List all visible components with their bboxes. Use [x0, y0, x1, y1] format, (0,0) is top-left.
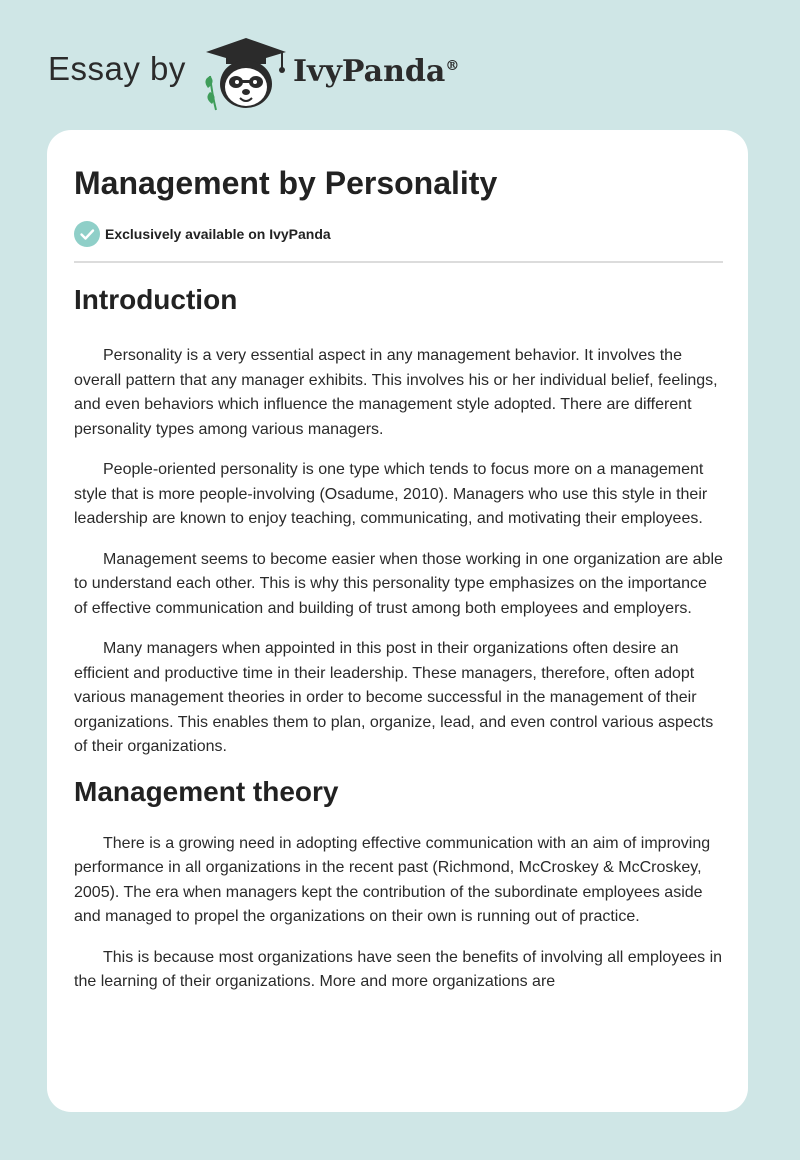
- paragraph: Many managers when appointed in this post in their organizations often desire an efficient and productive time in their leadership. These managers, therefore, often adopt various management theories in order to become successful in the management of their organizations. This enables them to plan, organize, lead, and even control various aspects of their organizations.: [74, 640, 714, 755]
- paragraph: There is a growing need in adopting effective communication with an aim of improving performance in all organizations in the recent past (Richmond, McCroskey & McCroskey, 2005). The era when managers kept the contribution of the subordinate employees aside and managed to propel the organizations on their own is running out of practice.: [74, 834, 711, 925]
- registered-mark: ®: [445, 58, 460, 74]
- exclusive-badge: [74, 221, 331, 247]
- paragraph: This is because most organizations have seen the benefits of involving all employees in the learning of their organizations. More and more organizations are: [74, 948, 723, 990]
- paragraph: Management seems to become easier when those working in one organization are able to understand each other. This is why this personality type emphasizes on the importance of effective communication and building of trust among both employees and employers.: [74, 550, 723, 617]
- divider: [74, 261, 723, 263]
- section-heading: Management theory: [74, 775, 339, 807]
- brand-prefix: Essay by: [48, 50, 186, 87]
- section-heading: Introduction: [74, 284, 238, 315]
- checkmark-icon: [74, 221, 100, 247]
- panda-logo-icon[interactable]: [200, 34, 292, 114]
- essay-card: [47, 130, 748, 1112]
- site-header: [0, 0, 800, 130]
- paragraph: Personality is a very essential aspect in any management behavior. It involves the overall pattern that any manager exhibits. This involves his or her individual belief, feelings, and even behaviors which influence the management style adopted. There are different personality types among various managers.: [74, 347, 718, 438]
- page-title: Management by Personality: [74, 165, 498, 201]
- badge-label: Exclusively available on IvyPanda: [105, 226, 331, 242]
- paragraph: People-oriented personality is one type which tends to focus more on a management style that is more people-involving (Osadume, 2010). Managers who use this style in their leadership are known to enjoy teaching, communicating, and motivating their employees.: [74, 461, 708, 527]
- brand-name[interactable]: IvyPanda®: [293, 54, 460, 89]
- essay-body: [74, 282, 723, 1011]
